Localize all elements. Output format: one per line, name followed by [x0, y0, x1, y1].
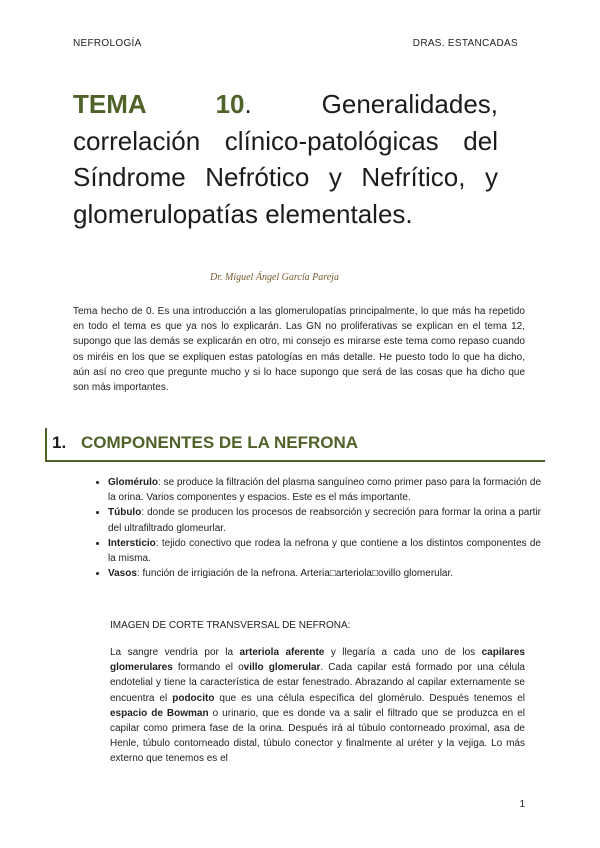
text-run: formando el o	[172, 662, 244, 674]
item-term: Glomérulo	[108, 477, 159, 488]
item-text: : donde se producen los procesos de reabsorción y secreción para formar la orina a partir del ultrafiltrado glomeurlar.	[108, 507, 541, 534]
text-run: que es una célula específica del glomérulo. Después tenemos el	[214, 692, 525, 704]
title-rest: . Generalidades, correlación clínico-patológicas del Síndrome Nefrótico y Nefrítico, y glomerulopatías elementales.	[73, 89, 498, 229]
list-item	[108, 505, 541, 535]
author: Dr. Miguel Ángel García Pareja	[210, 272, 339, 283]
text-run: y llegaría a cada uno de los	[324, 647, 482, 658]
components-list	[92, 475, 541, 581]
section-heading	[45, 428, 545, 462]
item-text: : tejido conectivo que rodea la nefrona y que contiene a los distintos componentes de la misma.	[108, 537, 541, 565]
bold-term: villo glomerular	[243, 662, 321, 674]
bold-term: podocito	[172, 692, 215, 704]
list-item	[108, 475, 541, 505]
item-term: Intersticio	[108, 537, 156, 549]
header-right: DRAS. ESTANCADAS	[412, 38, 518, 49]
text-run: o urinario, que es donde va a salir el filtrado que se produzca en el capilar como primera fase de la orina. Después irá al túbulo contorneado proximal, asa de Henle, túbulo contorneado distal, túbulo conector y finalmente al uréter y la vejiga. Lo más externo que tenemos es el	[110, 707, 526, 765]
image-caption: IMAGEN DE CORTE TRANSVERSAL DE NEFRONA:	[110, 620, 351, 631]
intro-paragraph: Tema hecho de 0. Es una introducción a las glomerulopatías principalmente, lo que más ha repetido en todo el tema es que ya nos lo explicarán. Las GN no proliferativas se explican en el tema 12, supongo que las demás se explicarán en otro, mi consejo es mirarse este tema como repaso cuando os miréis en los que se expliquen estas patologías en más detalle. He puesto todo lo que ha dicho, aún así no creo que pregunte mucho y si lo hace supongo que será de las cosas que ha dicho que son más importantes.	[73, 306, 525, 394]
item-text: : función de irrigiación de la nefrona. Arteria□arteriola□ovillo glomerular.	[136, 568, 454, 580]
list-item	[108, 536, 541, 566]
section-title: COMPONENTES DE LA NEFRONA	[81, 433, 359, 452]
text-run: La sangre vendría por la	[110, 647, 240, 658]
text-run: . Cada capilar está formado por una célula endotelial y tiene la característica de estar fenestrado. Abrazando al capilar externamente se encuentra el	[110, 662, 525, 704]
item-term: Túbulo	[108, 507, 142, 519]
header-left: NEFROLOGÍA	[73, 38, 142, 49]
title-tema: TEMA 10	[73, 89, 245, 119]
bold-term: espacio de Bowman	[110, 707, 209, 719]
list-item	[108, 566, 541, 581]
document-title	[73, 86, 498, 232]
item-term: Vasos	[108, 568, 137, 580]
bold-term: capilares glomerulares	[110, 647, 525, 674]
section-number: 1.	[52, 433, 67, 452]
nephron-paragraph	[110, 645, 525, 767]
item-text: : se produce la filtración del plasma sanguíneo como primer paso para la formación de la orina. Varios componentes y espacios. Este es el más importante.	[108, 477, 541, 504]
page-number: 1	[519, 799, 525, 810]
bold-term: arteriola aferente	[239, 647, 325, 658]
